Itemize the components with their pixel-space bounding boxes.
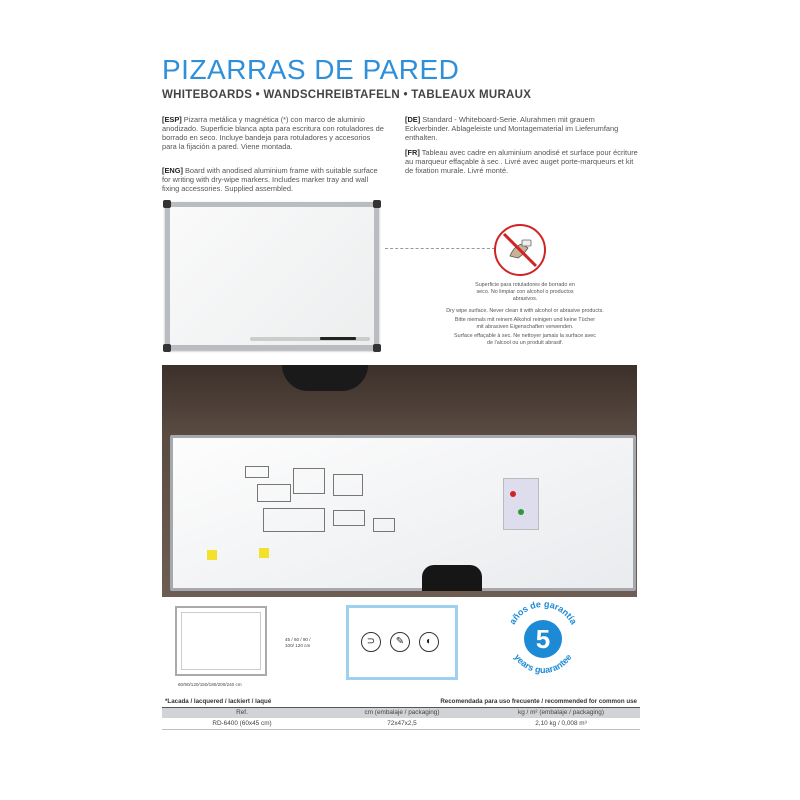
description-esp	[162, 115, 387, 151]
header-size: cm (embalaje / packaging)	[364, 709, 440, 716]
description-fr	[405, 148, 640, 175]
cell-size: 72x47x2,5	[387, 720, 417, 727]
table-row	[162, 718, 640, 730]
lang-tag-de: [DE]	[405, 115, 421, 124]
eraser-icon: ◐	[419, 632, 439, 652]
whiteboard-product-image	[162, 196, 387, 358]
no-alcohol-cleaning-icon	[494, 224, 546, 276]
lang-tag-esp: [ESP]	[162, 115, 182, 124]
description-de	[405, 115, 640, 142]
usage-note: Recomendada para uso frecuente / recommended for common use	[440, 698, 637, 705]
spec-table	[162, 698, 640, 730]
header-weight: kg / m² (embalaje / packaging)	[518, 709, 604, 716]
lacquered-note: *Lacada / lacquered / lackiert / laqué	[165, 698, 272, 705]
warranty-badge	[497, 593, 589, 685]
office-room-photo	[162, 365, 637, 597]
lang-tag-fr: [FR]	[405, 148, 420, 157]
lang-tag-eng: [ENG]	[162, 166, 183, 175]
page-subtitle: WHITEBOARDS • WANDSCHREIBTAFELN • TABLEAUX MURAUX	[162, 89, 532, 101]
page-title: PIZARRAS DE PARED	[162, 54, 460, 85]
text-esp: Pizarra metálica y magnética (*) con marco de aluminio anodizado. Superficie blanca apta para escritura con rotuladores de borrado en seco. Incluye bandeja para rotuladores y accesorios para la fijación a pared. Viene montada.	[162, 115, 384, 151]
description-eng	[162, 166, 387, 193]
warranty-top-text: años de garantía	[507, 598, 579, 627]
dimensions-diagram	[175, 606, 267, 676]
cleaning-caution	[440, 282, 610, 348]
cell-ref: RD-6400 (60x45 cm)	[212, 720, 272, 727]
callout-line	[385, 248, 495, 249]
header-ref: Ref.	[236, 709, 248, 716]
text-de: Standard - Whiteboard-Serie. Alurahmen mit grauem Eckverbinder. Ablageleiste und Montagematerial im Lieferumfang enthalten.	[405, 115, 619, 142]
text-fr: Tableau avec cadre en aluminium anodisé et surface pour écriture au marqueur effaçable à sec . Livré avec auget porte-marqueurs et kit de fixation murale. Livré monté.	[405, 148, 638, 175]
warranty-years-number: 5	[535, 624, 551, 654]
table-header	[162, 708, 640, 718]
magnet-icon: ⊃	[361, 632, 381, 652]
marker-pen-icon: ✎	[390, 632, 410, 652]
caution-fr: Surface effaçable à sec. Ne nettoyer jamais la surface avec de l'alcool ou un produit abrasif.	[454, 333, 596, 347]
features-box	[346, 605, 458, 680]
caution-eng: Dry wipe surface. Never clean it with alcohol or abrasive products.	[446, 307, 604, 314]
cell-weight: 2,10 kg / 0,008 m³	[535, 720, 587, 727]
caution-de: Bitte niemals mit reinem Alkohol reinigen und keine Tücher mit abrasiven Eigenschaften verwenden.	[454, 316, 596, 331]
height-dimensions: 45 / 60 / 90 / 100/ 120 cm	[285, 637, 311, 648]
width-dimensions: 60/90/120/150/180/200/240 cm	[178, 682, 242, 687]
text-eng: Board with anodised aluminium frame with suitable surface for writing with dry-wipe markers. Includes marker tray and wall fixing accessories. Supplied assembled.	[162, 166, 378, 193]
warranty-bottom-text: years guarantee	[512, 652, 574, 676]
caution-esp: Superficie para rotuladores de borrado en seco. No limpiar con alcohol o productos abrasivos.	[475, 282, 575, 303]
